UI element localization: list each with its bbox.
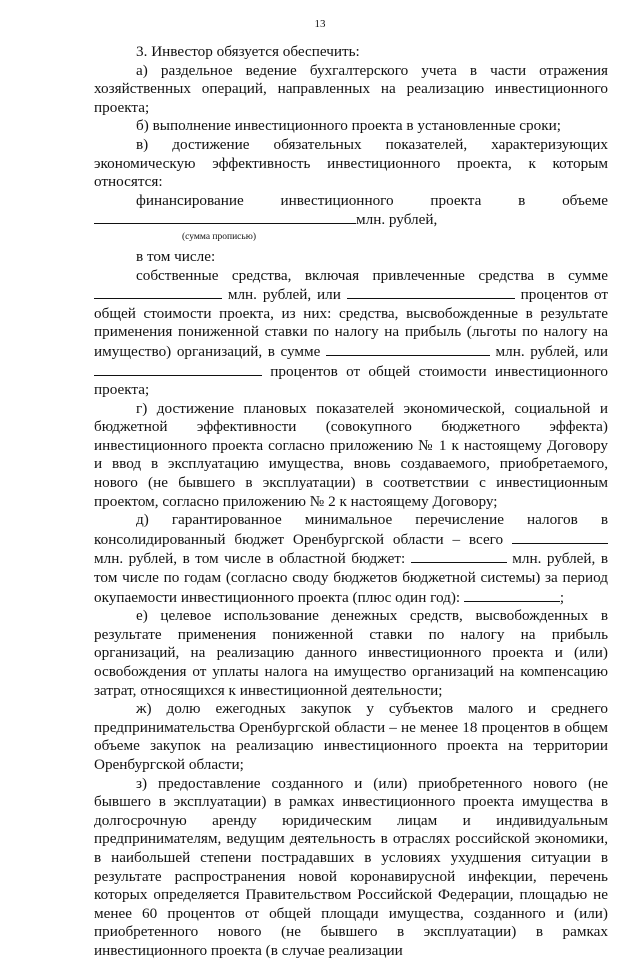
financing-amount-line: [94, 210, 608, 230]
document-body: [94, 43, 608, 961]
clause-d-text: млн. рублей, в том числе по годам (согласно своду бюджетов бюджетной системы) за период окупаемости инвестиционного проекта (плюс один год):: [94, 550, 609, 606]
clause-3-intro: 3. Инвестор обязуется обеспечить:: [136, 43, 360, 60]
own-funds-text: собственные средства, включая привлеченные средства в сумме: [136, 266, 608, 284]
blank-field: [411, 549, 507, 563]
own-funds-text: процентов от общей стоимости инвестиционного проекта;: [94, 362, 608, 399]
financing-line: [94, 192, 608, 211]
clause-v: в) достижение обязательных показателей, характеризующих экономическую эффективность инвестиционного проекта, к которым относятся:: [94, 135, 608, 191]
amount-caption: (сумма прописью): [182, 231, 256, 242]
blank-field: [347, 285, 515, 299]
own-funds-text: млн. рублей, или: [495, 342, 608, 360]
clause-a: а) раздельное ведение бухгалтерского учета в части отражения хозяйственных операций, направленных на реализацию инвестиционного проекта;: [94, 61, 608, 116]
blank-field: [512, 530, 608, 544]
fin-word: объеме: [562, 191, 608, 209]
blank-field: [326, 342, 490, 356]
blank-field: [94, 362, 262, 376]
fin-word: инвестиционного: [280, 191, 394, 209]
page-number: 13: [314, 18, 326, 30]
own-funds-text: процентов от общей стоимости проекта, из них: средства, высвобожденные в результате применения пониженной ставки по налогу на прибыль (льготы по налогу на имущество) организаций, в сумме: [94, 286, 609, 360]
own-funds-clause: [94, 267, 608, 400]
clause-e: е) целевое использование денежных средств, высвобожденных в результате применения пониженной ставки по налогу на прибыль организаций, на реализацию данного инвестиционного проекта и (или) освобождения от уплаты налога на имущество организаций на компенсацию затрат, относящихся к инвестиционной деятельности;: [94, 607, 608, 699]
fin-word: проекта: [430, 191, 482, 209]
blank-field: [94, 210, 356, 224]
including-label: в том числе:: [136, 247, 216, 265]
fin-word: в: [518, 191, 526, 209]
clause-d: [94, 511, 608, 607]
clause-b: б) выполнение инвестиционного проекта в установленные сроки;: [136, 117, 561, 135]
own-funds-text: млн. рублей, или: [227, 286, 341, 304]
blank-field: [464, 588, 560, 602]
clause-d-text: ;: [559, 588, 565, 606]
clause-d-text: д) гарантированное минимальное перечисление налогов в консолидированный бюджет Оренбургской области – всего: [94, 511, 608, 548]
clause-g: г) достижение плановых показателей экономической, социальной и бюджетной эффективности (совокупного бюджетного эффекта) инвестиционного проекта согласно приложению № 1 к настоящему Договору и ввод в эксплуатацию имущества, вновь создаваемого, приобретаемого, нового (не бывшего в эксплуатации) в соответствии с инвестиционным проектом, согласно приложению № 2 к настоящему Договору;: [94, 399, 608, 510]
clause-z: з) предоставление созданного и (или) приобретенного нового (не бывшего в эксплуатации) в рамках инвестиционного проекта имущества в долгосрочную аренду юридическим лицам и индивидуальным предпринимателям, ведущим деятельность в отраслях российской экономики, в наибольшей степени пострадавших в условиях ухудшения ситуации в результате распространения новой коронавирусной инфекции, перечень которых определяется Правительством Российской Федерации, площадью не менее 60 процентов от общей площади имущества, созданного и (или) приобретенного нового (не бывшего в эксплуатации) в рамках инвестиционного проекта (в случае реализации: [94, 774, 608, 959]
clause-zh: ж) долю ежегодных закупок у субъектов малого и среднего предпринимательства Оренбургской области – не менее 18 процентов в общем объеме закупок на реализацию инвестиционного проекта на территории Оренбургской области;: [94, 700, 608, 773]
blank-field: [94, 285, 222, 299]
fin-unit: млн. рублей,: [356, 211, 438, 229]
fin-word: финансирование: [136, 191, 244, 209]
clause-d-text: млн. рублей, в том числе в областной бюджет:: [94, 550, 406, 568]
